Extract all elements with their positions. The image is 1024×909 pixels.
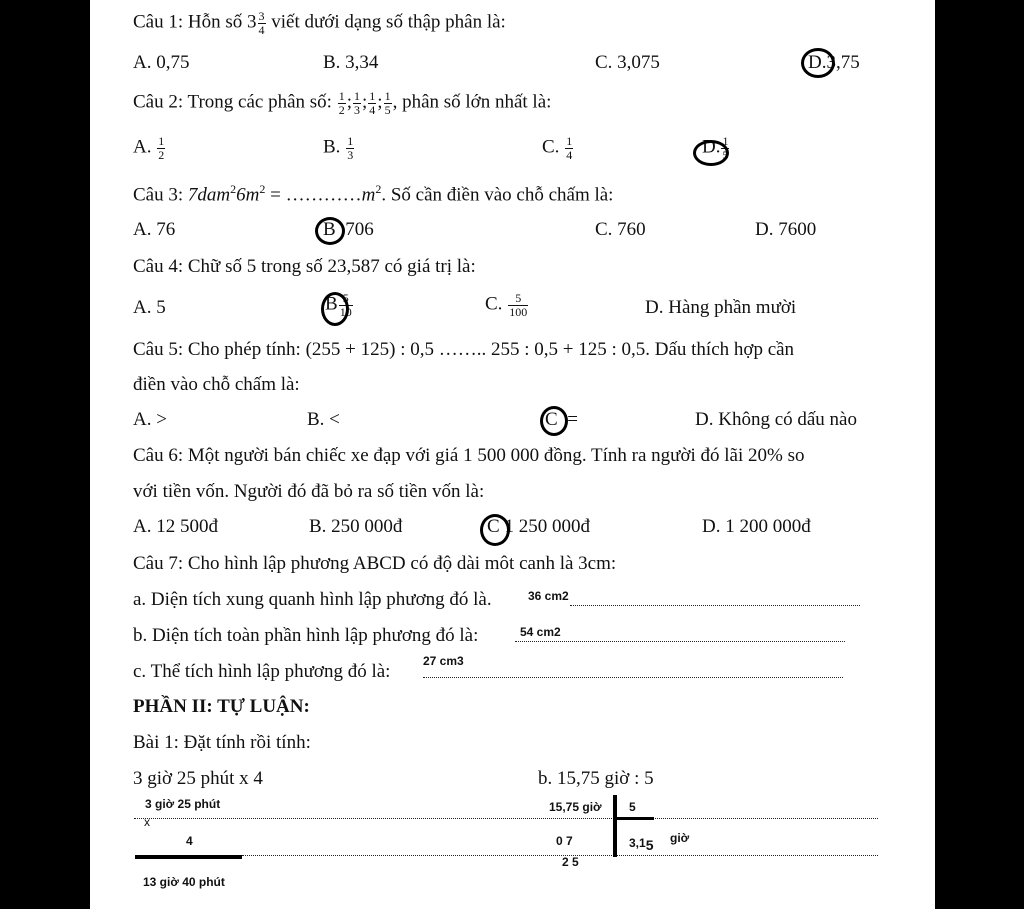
q5-question-line1: Câu 5: Cho phép tính: (255 + 125) : 0,5 …….. 255 : 0,5 + 125 : 0,5. Dấu thích hợp cần bbox=[133, 339, 795, 360]
q7-part-b-answer: 54 cm2 bbox=[520, 625, 561, 639]
answer-circle bbox=[801, 48, 835, 78]
q1-option-c: C. 3,075 bbox=[595, 52, 660, 73]
q1-option-d: D.3,75 bbox=[808, 52, 860, 73]
q1-option-b: B. 3,34 bbox=[323, 52, 379, 73]
q4-option-d: D. Hàng phần mười bbox=[645, 297, 797, 318]
q6-question-line2: với tiền vốn. Người đó đã bỏ ra số tiền vốn là: bbox=[133, 481, 485, 502]
q7-part-a-answer: 36 cm2 bbox=[528, 589, 569, 603]
q4-option-b: B $\frac{5}{10}$ bbox=[325, 291, 352, 319]
q7-part-a: a. Diện tích xung quanh hình lập phương đó là. bbox=[133, 589, 492, 610]
q1-question: Câu 1: Hỗn số 3 $\frac{3}{4}$ viết dưới dạng số thập phân là: bbox=[133, 9, 506, 37]
work-b-quotient: 3,15 bbox=[629, 836, 654, 853]
q3-option-b: B 706 bbox=[323, 219, 374, 240]
q6-option-c: C 1 250 000đ bbox=[487, 516, 590, 537]
q2-option-a: A. $\frac{1}{2}$ bbox=[133, 134, 165, 162]
q3-option-d: D. 7600 bbox=[755, 219, 817, 240]
work-b-divisor-line bbox=[617, 817, 654, 820]
q5-question-line2: điền vào chỗ chấm là: bbox=[133, 374, 300, 395]
q2-option-d: D. $\frac{1}{5}$ bbox=[702, 134, 729, 162]
answer-circle bbox=[693, 140, 729, 166]
exercise-a: 3 giờ 25 phút x 4 bbox=[133, 768, 263, 789]
work-b-division-bar bbox=[613, 795, 617, 857]
work-a-underline bbox=[135, 855, 242, 859]
worksheet-page bbox=[90, 0, 935, 909]
q6-option-d: D. 1 200 000đ bbox=[702, 516, 811, 537]
work-a-multiplier: 4 bbox=[186, 834, 193, 848]
work-b-dividend: 15,75 giờ bbox=[549, 800, 602, 814]
q7-question: Câu 7: Cho hình lập phương ABCD có độ dài môt canh là 3cm: bbox=[133, 553, 617, 574]
q5-option-d: D. Không có dấu nào bbox=[695, 409, 857, 430]
work-dotted-line bbox=[242, 855, 878, 856]
answer-dotted-line bbox=[570, 605, 860, 606]
q4-option-a: A. 5 bbox=[133, 297, 166, 318]
q3-question: Câu 3: $7dam^26m^2$ = $\dots\dots\dots\dots m^2$. Số cần điền vào chỗ chấm là: bbox=[133, 182, 614, 206]
work-dotted-line bbox=[134, 818, 878, 819]
q3-option-c: C. 760 bbox=[595, 219, 646, 240]
q3-option-a: A. 76 bbox=[133, 219, 176, 240]
q4-question: Câu 4: Chữ số 5 trong số 23,587 có giá trị là: bbox=[133, 256, 476, 277]
answer-circle bbox=[480, 514, 510, 546]
q7-part-b: b. Diện tích toàn phần hình lập phương đó là: bbox=[133, 625, 479, 646]
work-b-remainder1: 0 7 bbox=[556, 834, 573, 848]
q2-question: Câu 2: Trong các phân số: $\frac{1}{2}$ ; $\frac{1}{3}$ ; $\frac{1}{4}$ ; $\frac{1}{5}$ , phân số lớn nhất là: bbox=[133, 89, 552, 117]
answer-circle bbox=[540, 406, 568, 436]
q6-option-a: A. 12 500đ bbox=[133, 516, 218, 537]
work-b-divisor: 5 bbox=[629, 800, 636, 814]
bai1-heading: Bài 1: Đặt tính rồi tính: bbox=[133, 732, 311, 753]
work-a-top: 3 giờ 25 phút bbox=[145, 797, 221, 811]
q1-mixed-fraction: $\frac{3}{4}$ bbox=[258, 9, 265, 37]
q1-option-a: A. 0,75 bbox=[133, 52, 190, 73]
answer-circle bbox=[321, 292, 349, 326]
work-a-times: x bbox=[144, 815, 150, 829]
q6-option-b: B. 250 000đ bbox=[309, 516, 403, 537]
exercise-b: b. 15,75 giờ : 5 bbox=[538, 768, 654, 789]
part2-heading: PHẦN II: TỰ LUẬN: bbox=[133, 696, 310, 717]
q7-part-c: c. Thể tích hình lập phương đó là: bbox=[133, 661, 391, 682]
q4-option-c: C. $\frac{5}{100}$ bbox=[485, 291, 528, 319]
q5-option-c: C = bbox=[545, 409, 578, 430]
work-a-result: 13 giờ 40 phút bbox=[143, 875, 225, 889]
answer-circle bbox=[315, 217, 345, 245]
work-b-remainder2: 2 5 bbox=[562, 855, 579, 869]
answer-dotted-line bbox=[515, 641, 845, 642]
q7-part-c-answer: 27 cm3 bbox=[423, 654, 464, 668]
answer-dotted-line bbox=[423, 677, 843, 678]
q6-question-line1: Câu 6: Một người bán chiếc xe đạp với giá 1 500 000 đồng. Tính ra người đó lãi 20% so bbox=[133, 445, 805, 466]
work-b-unit: giờ bbox=[670, 831, 690, 845]
q5-option-a: A. > bbox=[133, 409, 167, 430]
q2-option-b: B. $\frac{1}{3}$ bbox=[323, 134, 354, 162]
q2-option-c: C. $\frac{1}{4}$ bbox=[542, 134, 573, 162]
q5-option-b: B. < bbox=[307, 409, 340, 430]
